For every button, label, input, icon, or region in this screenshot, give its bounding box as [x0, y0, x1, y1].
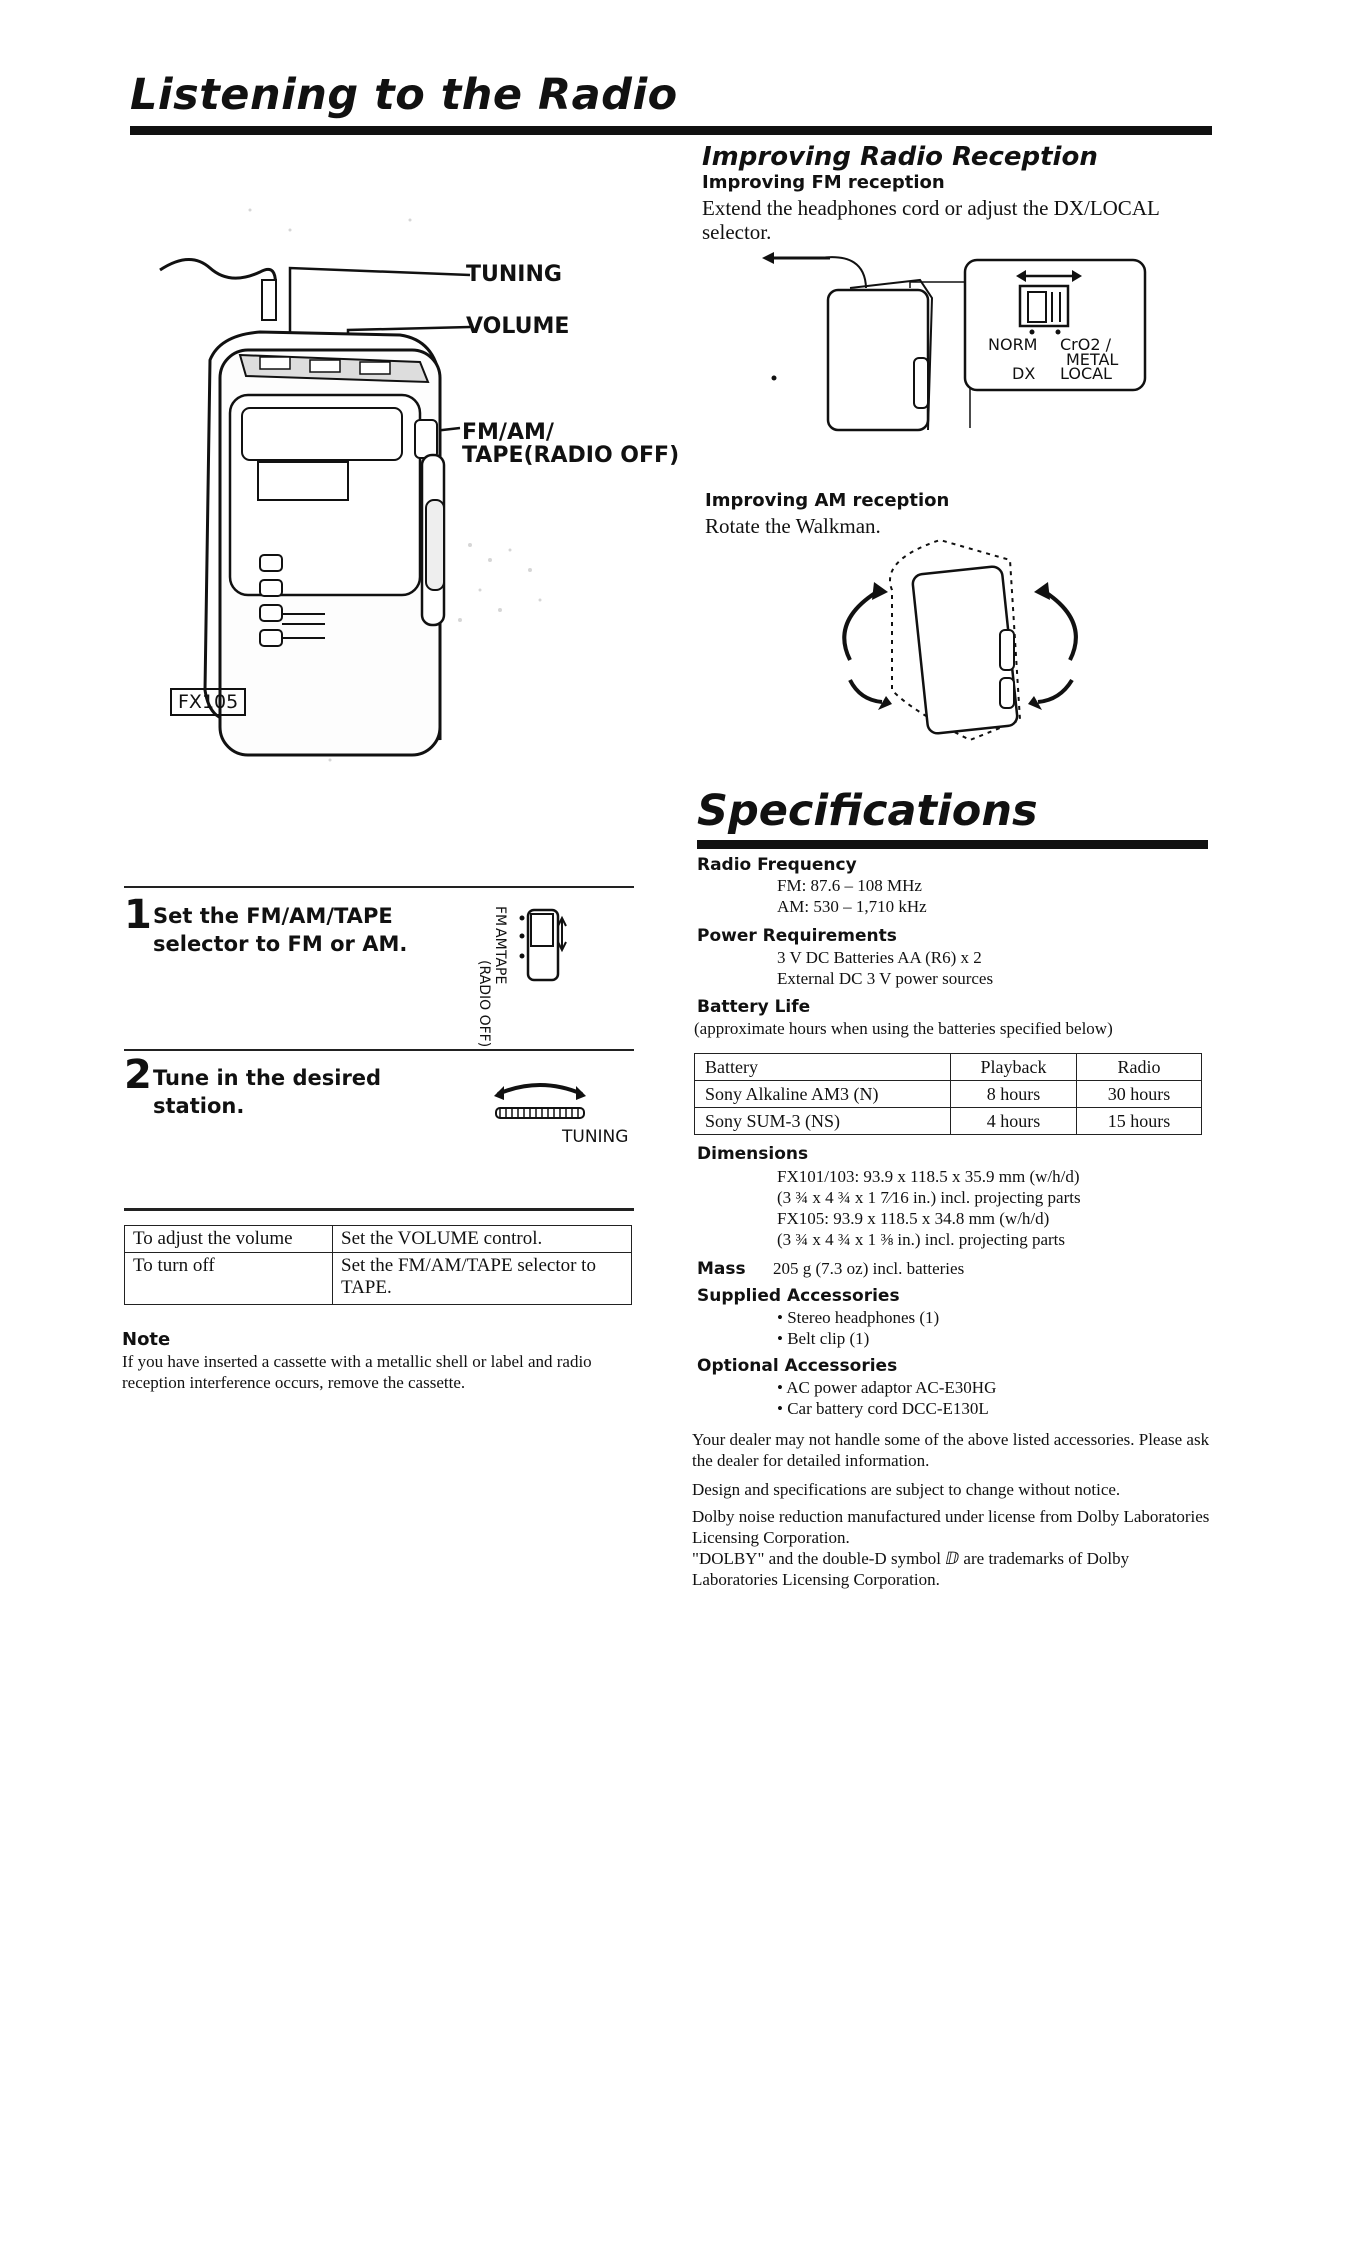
table-cell: To adjust the volume	[125, 1226, 333, 1253]
tuning-callout: TUNING	[466, 262, 562, 287]
battery-life-heading: Battery Life	[697, 997, 811, 1017]
table-cell: Sony SUM-3 (NS)	[695, 1108, 951, 1135]
spec-line: FM: 87.6 – 108 MHz	[777, 876, 922, 895]
fm-reception-heading: Improving FM reception	[702, 172, 945, 193]
spec-line: FX105: 93.9 x 118.5 x 34.8 mm (w/h/d)	[777, 1209, 1050, 1228]
table-row	[695, 1108, 1202, 1135]
table-row	[695, 1081, 1202, 1108]
spec-line: AM: 530 – 1,710 kHz	[777, 897, 927, 916]
table-header: Playback	[951, 1054, 1077, 1081]
reception-title: Improving Radio Reception	[702, 142, 1098, 172]
supplied-accessories-heading: Supplied Accessories	[697, 1286, 900, 1306]
fm-am-selector-icon	[476, 904, 568, 1048]
selector-label-am: AM	[492, 928, 508, 950]
spec-line: FX101/103: 93.9 x 118.5 x 35.9 mm (w/h/d)	[777, 1167, 1080, 1186]
battery-life-note: (approximate hours when using the batteries specified below)	[694, 1019, 1113, 1038]
selector-label-tape: TAPE	[492, 950, 508, 985]
table-header-row	[695, 1054, 1202, 1081]
step-text-line: station.	[153, 1094, 245, 1118]
footnote: "DOLBY" and the double-D symbol ⅅ are trademarks of Dolby Laboratories Licensing Corporation.	[692, 1549, 1130, 1589]
table-row	[125, 1253, 632, 1305]
specifications-rule	[697, 840, 1208, 849]
spec-line: External DC 3 V power sources	[777, 969, 994, 988]
table-cell: 30 hours	[1077, 1081, 1202, 1108]
rotate-walkman-illustration	[820, 530, 1100, 750]
note-text: If you have inserted a cassette with a metallic shell or label and radio reception interference occurs, remove the cassette.	[122, 1352, 592, 1392]
battery-life-table	[694, 1053, 1202, 1135]
volume-callout: VOLUME	[466, 314, 570, 339]
footnote: Your dealer may not handle some of the above listed accessories. Please ask the dealer for detailed information.	[692, 1430, 1210, 1470]
fm-am-callout: FM/AM/	[462, 420, 554, 445]
mass-value: 205 g (7.3 oz) incl. batteries	[773, 1259, 965, 1278]
title-rule	[130, 126, 1212, 135]
table-cell: Sony Alkaline AM3 (N)	[695, 1081, 951, 1108]
step-text-line: Tune in the desired	[153, 1066, 382, 1090]
operations-table	[124, 1225, 632, 1305]
switch-label-metal: METAL	[1066, 350, 1119, 369]
switch-label-norm: NORM	[988, 335, 1038, 354]
tape-callout: TAPE(RADIO OFF)	[462, 443, 680, 468]
step-text	[153, 1064, 381, 1120]
table-cell: To turn off	[125, 1253, 333, 1305]
power-heading: Power Requirements	[697, 926, 897, 946]
switch-label-dx: DX	[1012, 364, 1036, 383]
radio-frequency-heading: Radio Frequency	[697, 855, 857, 875]
tuning-dial-icon	[490, 1076, 590, 1126]
footnote: Design and specifications are subject to change without notice.	[692, 1480, 1121, 1499]
specifications-title: Specifications	[697, 786, 1038, 836]
step-text-line: selector to FM or AM.	[153, 932, 408, 956]
am-reception-text: Rotate the Walkman.	[705, 514, 881, 538]
spec-line: 3 V DC Batteries AA (R6) x 2	[777, 948, 982, 967]
note-heading: Note	[122, 1329, 171, 1350]
step-text	[153, 902, 407, 958]
step-number: 1	[124, 892, 152, 938]
selector-label-radio-off: (RADIO OFF)	[476, 960, 492, 1048]
spec-line: (3 ¾ x 4 ¾ x 1 7⁄16 in.) incl. projecting parts	[777, 1188, 1081, 1207]
step-number: 2	[124, 1052, 152, 1098]
spec-line: • Car battery cord DCC-E130L	[777, 1399, 989, 1418]
walkman-illustration	[150, 150, 670, 850]
step-divider	[124, 1049, 634, 1051]
table-cell: Set the FM/AM/TAPE selector to TAPE.	[333, 1253, 632, 1305]
optional-accessories-heading: Optional Accessories	[697, 1356, 898, 1376]
switch-label-cro2: CrO2 /	[1060, 335, 1111, 354]
spec-line: (3 ¾ x 4 ¾ x 1 ⅜ in.) incl. projecting parts	[777, 1230, 1066, 1249]
tuning-dial-label: TUNING	[562, 1127, 629, 1147]
spec-line: • AC power adaptor AC-E30HG	[777, 1378, 997, 1397]
spec-line: • Stereo headphones (1)	[777, 1308, 940, 1327]
table-cell: Set the VOLUME control.	[333, 1226, 632, 1253]
table-row	[125, 1226, 632, 1253]
dimensions-heading: Dimensions	[697, 1144, 809, 1164]
table-header: Radio	[1077, 1054, 1202, 1081]
table-cell: 4 hours	[951, 1108, 1077, 1135]
table-top-rule	[124, 1208, 634, 1211]
model-badge: FX105	[170, 688, 246, 716]
fm-reception-text: Extend the headphones cord or adjust the DX/LOCAL selector.	[702, 196, 1160, 244]
spec-line: • Belt clip (1)	[777, 1329, 870, 1348]
page-title: Listening to the Radio	[130, 70, 678, 120]
step-divider	[124, 886, 634, 888]
step-text-line: Set the FM/AM/TAPE	[153, 904, 393, 928]
am-reception-heading: Improving AM reception	[705, 490, 950, 511]
switch-label-local: LOCAL	[1060, 364, 1112, 383]
table-cell: 15 hours	[1077, 1108, 1202, 1135]
footnote: Dolby noise reduction manufactured under license from Dolby Laboratories Licensing Corporation.	[692, 1507, 1210, 1547]
selector-label-fm: FM	[492, 906, 508, 927]
table-header: Battery	[695, 1054, 951, 1081]
table-cell: 8 hours	[951, 1081, 1077, 1108]
dx-local-illustration	[760, 248, 1160, 448]
mass-heading: Mass	[697, 1259, 746, 1279]
